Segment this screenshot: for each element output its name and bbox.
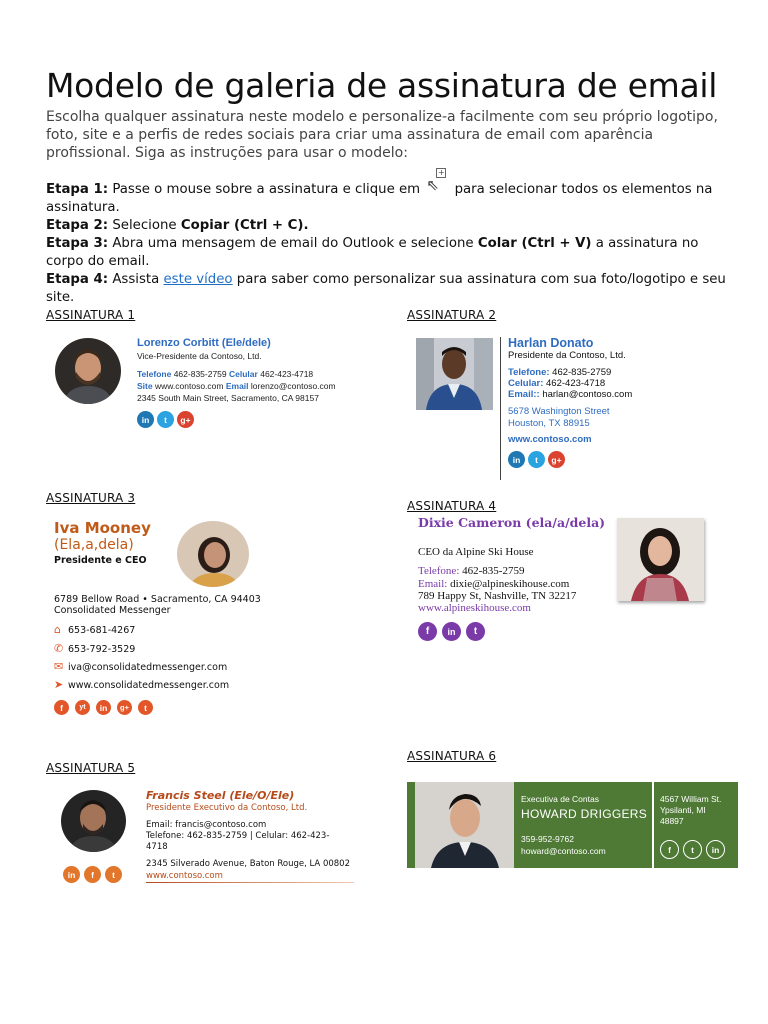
sig6-email: howard@contoso.com — [521, 846, 606, 856]
google-plus-icon[interactable]: g+ — [117, 700, 132, 715]
twitter-icon[interactable]: t — [138, 700, 153, 715]
sig1-title: Vice-Presidente da Contoso, Ltd. — [137, 351, 262, 361]
sig5-title: Presidente Executivo da Contoso, Ltd. — [146, 803, 308, 813]
select-all-icon[interactable]: + ⇖ — [426, 168, 445, 194]
signature-1-label: ASSINATURA 1 — [46, 308, 136, 322]
sig3-pronouns: (Ela,a,dela) — [54, 537, 134, 553]
sig3-address: 6789 Bellow Road • Sacramento, CA 94403 — [54, 594, 261, 605]
sig1-phones: Telefone 462-835-2759 Celular 462-423-4718 — [137, 369, 314, 379]
step-label: Etapa 1: — [46, 182, 109, 197]
sig2-email: Email:: harlan@contoso.com — [508, 389, 633, 400]
facebook-icon[interactable]: f — [660, 840, 679, 859]
sig6-phone: 359-952-9762 — [521, 834, 574, 844]
page-title: Modelo de galeria de assinatura de email — [46, 66, 718, 105]
intro-text: Escolha qualquer assinatura neste modelo e personalize-a facilmente com seu próprio logotipo, foto, site e a perfis de redes sociais para criar uma assinatura de email com aparência profissional. Siga as instruções para usar o modelo: — [46, 109, 718, 161]
step-4: Etapa 4: Assista este vídeo para saber como personalizar sua assinatura com sua foto/logotipo e seu site. — [46, 272, 726, 305]
harlan-photo — [416, 338, 493, 410]
signature-3-label: ASSINATURA 3 — [46, 491, 136, 505]
sig6-name: HOWARD DRIGGERS — [521, 807, 648, 821]
sig3-phone-1: ⌂ 653-681-4267 — [54, 623, 136, 636]
sig6-addr-2: Ypsilanti, MI — [660, 805, 706, 815]
sig4-phone: Telefone: 462-835-2759 — [418, 565, 525, 577]
sig6-role: Executiva de Contas — [521, 794, 599, 804]
sig3-social — [54, 700, 153, 715]
youtube-icon[interactable]: yt — [75, 700, 90, 715]
sig2-phone: Telefone: 462-835-2759 — [508, 367, 612, 378]
sig6-banner — [407, 782, 738, 868]
twitter-icon[interactable]: t — [157, 411, 174, 428]
facebook-icon[interactable]: f — [418, 622, 437, 641]
sig3-site: ➤ www.consolidatedmessenger.com — [54, 678, 230, 691]
mail-icon: ✉ — [54, 660, 64, 673]
linkedin-icon[interactable]: in — [706, 840, 725, 859]
google-plus-icon[interactable]: g+ — [548, 451, 565, 468]
facebook-icon[interactable]: f — [84, 866, 101, 883]
sig6-details — [514, 782, 652, 868]
sig5-underline — [146, 882, 354, 883]
sig1-address: 2345 South Main Street, Sacramento, CA 98157 — [137, 393, 319, 403]
sig3-phone-2: ✆ 653-792-3529 — [54, 642, 136, 655]
linkedin-icon[interactable]: in — [96, 700, 111, 715]
sig6-contact — [654, 782, 738, 868]
signature-4-label: ASSINATURA 4 — [407, 499, 497, 513]
linkedin-icon[interactable]: in — [63, 866, 80, 883]
sig2-cell: Celular: 462-423-4718 — [508, 378, 606, 389]
sig5-site[interactable]: www.contoso.com — [146, 871, 223, 881]
signature-2-label: ASSINATURA 2 — [407, 308, 497, 322]
sig6-social — [660, 840, 725, 859]
cursor-icon: ➤ — [54, 678, 64, 691]
sig5-address: 2345 Silverado Avenue, Baton Rouge, LA 00802 — [146, 859, 350, 869]
sig3-company: Consolidated Messenger — [54, 605, 171, 616]
sig2-title: Presidente da Contoso, Ltd. — [508, 350, 626, 361]
sig4-address: 789 Happy St, Nashville, TN 32217 — [418, 590, 577, 602]
sig3-email: ✉ iva@consolidatedmessenger.com — [54, 660, 228, 673]
iva-photo — [177, 521, 249, 587]
facebook-icon[interactable]: f — [54, 700, 69, 715]
twitter-icon[interactable]: t — [105, 866, 122, 883]
sig5-social — [63, 866, 122, 883]
sig6-addr-1: 4567 William St. — [660, 794, 722, 804]
tag-icon: ⌂ — [54, 623, 61, 636]
sig2-address-1: 5678 Washington Street — [508, 406, 610, 417]
sig1-web: Site www.contoso.com Email lorenzo@contoso.com — [137, 381, 336, 391]
sig5-phones: Telefone: 462-835-2759 | Celular: 462-423- — [146, 831, 330, 841]
twitter-icon[interactable]: t — [683, 840, 702, 859]
twitter-icon[interactable]: t — [528, 451, 545, 468]
lorenzo-photo — [55, 338, 121, 404]
sig4-social — [418, 622, 485, 641]
twitter-icon[interactable]: t — [466, 622, 485, 641]
phone-icon: ✆ — [54, 642, 64, 655]
sig2-address-2: Houston, TX 88915 — [508, 418, 590, 429]
linkedin-icon[interactable]: in — [137, 411, 154, 428]
dixie-photo — [617, 518, 704, 601]
sig5-name: Francis Steel (Ele/O/Ele) — [146, 789, 295, 802]
sig4-email: Email: dixie@alpineskihouse.com — [418, 578, 570, 590]
linkedin-icon[interactable]: in — [442, 622, 461, 641]
signature-6-label: ASSINATURA 6 — [407, 749, 497, 763]
step-3: Etapa 3: Abra uma mensagem de email do Outlook e selecione Colar (Ctrl + V) a assinatura no corpo do email. — [46, 236, 699, 269]
sig2-divider — [500, 337, 501, 480]
sig1-name: Lorenzo Corbitt (Ele/dele) — [137, 337, 271, 349]
sig5-email: Email: francis@contoso.com — [146, 820, 267, 830]
howard-photo — [415, 782, 514, 868]
sig1-social — [137, 411, 194, 428]
video-link[interactable]: este vídeo — [163, 272, 233, 287]
sig4-site[interactable]: www.alpineskihouse.com — [418, 602, 531, 614]
sig4-name: Dixie Cameron (ela/a/dela) — [418, 515, 606, 530]
sig2-social — [508, 451, 565, 468]
francis-photo — [61, 790, 126, 852]
sig3-name: Iva Mooney — [54, 519, 151, 537]
step-2: Etapa 2: Selecione Copiar (Ctrl + C). — [46, 218, 309, 233]
sig4-title: CEO da Alpine Ski House — [418, 546, 534, 558]
google-plus-icon[interactable]: g+ — [177, 411, 194, 428]
linkedin-icon[interactable]: in — [508, 451, 525, 468]
instructions — [46, 168, 726, 307]
step-1: Etapa 1: Passe o mouse sobre a assinatura e clique em + ⇖ para selecionar todos os elementos na assinatura. — [46, 168, 713, 215]
sig5-phones-cont: 4718 — [146, 842, 168, 852]
signature-5-label: ASSINATURA 5 — [46, 761, 136, 775]
sig3-title: Presidente e CEO — [54, 555, 147, 566]
sig2-site[interactable]: www.contoso.com — [508, 434, 592, 445]
sig6-addr-3: 48897 — [660, 816, 684, 826]
sig2-name: Harlan Donato — [508, 336, 594, 350]
